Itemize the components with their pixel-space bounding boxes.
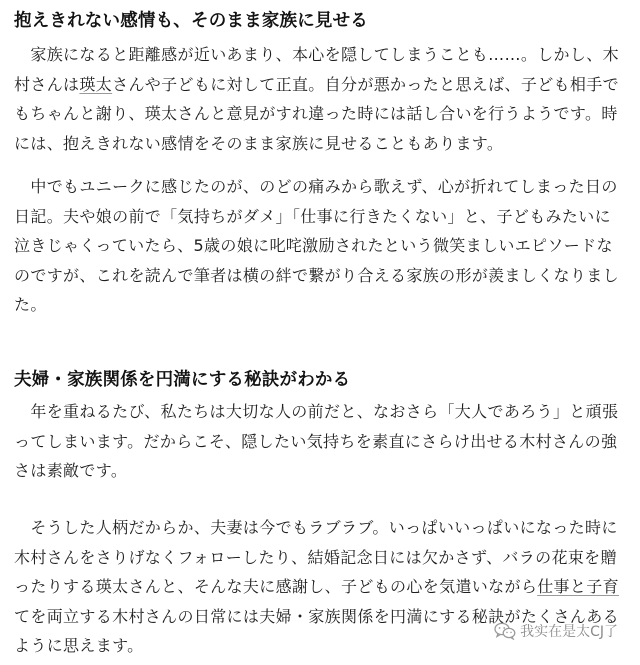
paragraph-line: もちゃんと謝り、瑛太さんと意見がすれ違った時には話し合いを行うようです。時 — [14, 104, 618, 124]
paragraph-line — [14, 572, 630, 602]
text-run: ったりする瑛太さんと、そんな夫に感謝し、子どもの心を気遣いながら — [14, 577, 538, 597]
watermark — [494, 621, 618, 641]
underlined-name: 瑛太 — [79, 74, 113, 94]
wechat-icon — [494, 622, 516, 640]
paragraph-strength — [14, 397, 630, 486]
paragraph-line: 家族になると距離感が近いあまり、本心を隠してしまうことも……。しかし、木 — [14, 45, 619, 64]
text-run: 村さんは — [14, 74, 80, 94]
watermark-text: 我实在是太CJ了 — [520, 624, 618, 640]
paragraph-line: 木村さんをさりげなくフォローしたり、結婚記念日には欠かさず、バラの花束を贈 — [14, 547, 617, 567]
paragraph-line: てを両立する木村さんの日常には夫婦・家族関係を円満にする秘訣がたくさんある — [14, 606, 619, 626]
paragraph-line: 日記。夫や娘の前で「気持ちがダメ」「仕事に行きたくない」と、子どもみたいに — [14, 206, 611, 226]
paragraph-line: のですが、これを読んで筆者は横の絆で繋がり合える家族の形が羨ましくなりまし — [14, 265, 619, 285]
paragraph-line: 泣きじゃくっていたら、5歳の娘に叱咤激励されたという微笑ましいエピソードな — [14, 236, 613, 256]
paragraph-line: さは素敵です。 — [14, 461, 128, 481]
paragraph-line: ってしまいます。だからこそ、隠したい気持ちを素直にさらけ出せる木村さんの強 — [14, 431, 618, 451]
paragraph-line — [14, 70, 630, 100]
section-heading-secret: 夫婦・家族関係を円満にする秘訣がわかる — [14, 370, 351, 390]
paragraph-line: 年を重ねるたび、私たちは大切な人の前だと、なおさら「大人であろう」と頑張 — [14, 402, 619, 421]
paragraph-line: ように思えます。 — [14, 636, 144, 656]
paragraph-line: そうした人柄だからか、夫妻は今でもラブラブ。いっぱいいっぱいになった時に — [14, 518, 618, 537]
section-heading-emotions: 抱えきれない感情も、そのまま家族に見せる — [14, 11, 368, 31]
underlined-phrase: 仕事と子育 — [537, 577, 619, 597]
paragraph-diary — [14, 172, 630, 320]
paragraph-line: 中でもユニークに感じたのが、のどの痛みから歌えず、心が折れてしまった日の — [14, 177, 618, 196]
text-run: さんや子どもに対して正直。自分が悪かったと思えば、子ども相手で — [112, 74, 619, 94]
paragraph-line: には、抱えきれない感情をそのまま家族に見せることもあります。 — [14, 133, 504, 153]
paragraph-honesty — [14, 40, 630, 158]
paragraph-line: た。 — [14, 295, 47, 315]
